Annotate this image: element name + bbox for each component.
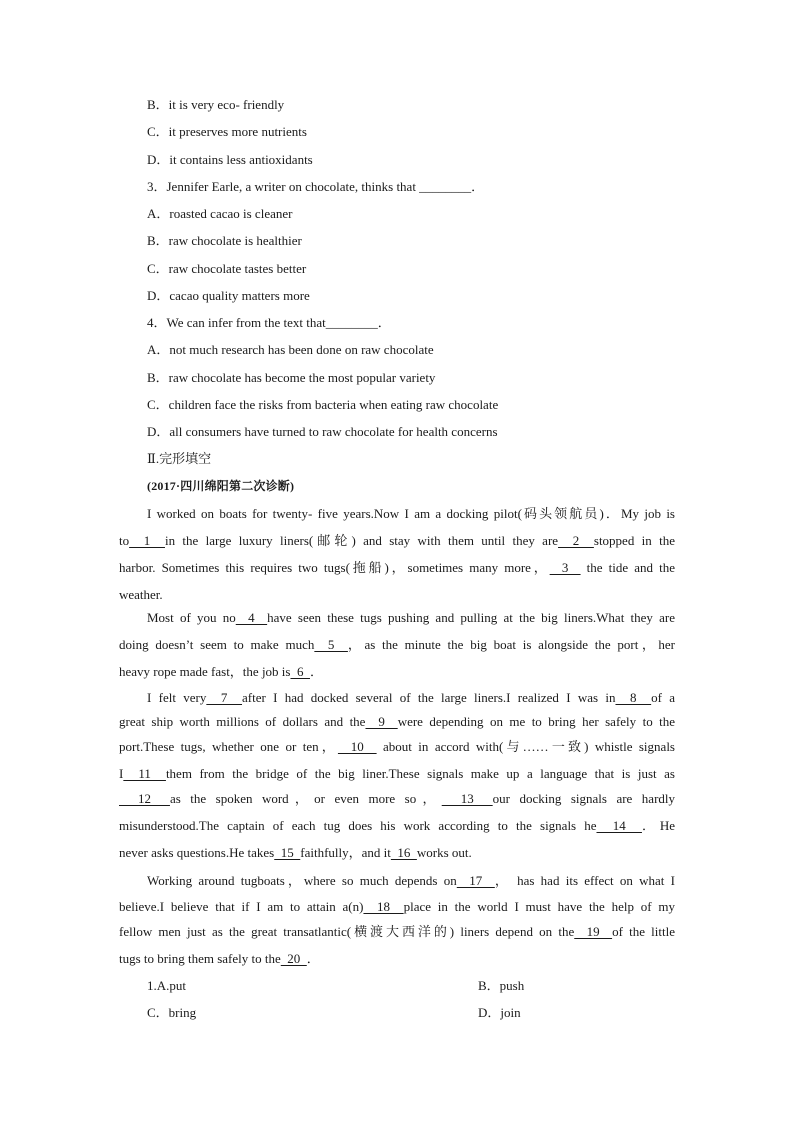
blank-number: 7 xyxy=(206,690,243,705)
passage-line: fellow men just as the great transatlantic(横渡大西洋的) liners depend on the 19 of the little xyxy=(119,924,676,939)
blank-number: 10 xyxy=(337,739,377,754)
option-label: B． xyxy=(147,233,169,248)
q4-option-d xyxy=(147,424,498,440)
blank-number: 13 xyxy=(441,791,493,806)
blank-number: 8 xyxy=(615,690,652,705)
q4-option-a xyxy=(147,342,434,358)
passage-line: doing doesn’t seem to make much 5 ，as the minute the big boat is alongside the port，her xyxy=(119,637,675,652)
q4-option-b xyxy=(147,370,435,386)
passage-line: harbor. Sometimes this requires two tugs(拖船)，sometimes many more， 3 the tide and the xyxy=(119,560,676,575)
option-text: raw chocolate has become the most popular variety xyxy=(168,370,436,385)
option-text: raw chocolate tastes better xyxy=(168,261,307,276)
blank-number: 17 xyxy=(456,873,495,888)
blank-number: 18 xyxy=(363,899,404,914)
option-label: C． xyxy=(147,397,169,412)
option-label: D． xyxy=(478,1005,501,1020)
option-text: all consumers have turned to raw chocolate for health concerns xyxy=(169,424,498,439)
option-text: it contains less antioxidants xyxy=(169,152,313,167)
option-label: D． xyxy=(147,288,170,303)
q3-option-a xyxy=(147,206,292,222)
blank-number: 2 xyxy=(558,533,594,548)
q3-option-d xyxy=(147,288,310,304)
cloze1-option-b xyxy=(478,978,524,994)
passage-line: Working around tugboats，where so much depends on 17 ， has had its effect on what I xyxy=(147,873,676,888)
passage-line: port.These tugs, whether one or ten， 10 about in accord with(与……一致) whistle signals xyxy=(119,739,675,754)
blank-number: 5 xyxy=(314,637,348,652)
option-label: C． xyxy=(147,1005,169,1020)
blank-number: 11 xyxy=(123,766,166,781)
q3-option-c xyxy=(147,261,306,277)
passage-line: Most of you no 4 have seen these tugs pushing and pulling at the big liners.What they are xyxy=(147,610,675,625)
option-label: B． xyxy=(147,97,169,112)
option-text: bring xyxy=(168,1005,197,1020)
blank-number: 19 xyxy=(574,924,613,939)
blank-number: 12 xyxy=(119,791,170,806)
option-label: D． xyxy=(147,152,170,167)
blank-number: 15 xyxy=(274,845,301,860)
option-text: it preserves more nutrients xyxy=(168,124,307,139)
passage-line: to 1 in the large luxury liners(邮轮) and stay with them until they are 2 stopped in the xyxy=(119,533,675,548)
q4-stem: 4．We can infer from the text that________． xyxy=(147,315,391,330)
option-label: B． xyxy=(147,370,169,385)
cloze1-option-a xyxy=(147,978,186,994)
option-text: it is very eco- friendly xyxy=(168,97,285,112)
cloze1-option-d xyxy=(478,1005,521,1021)
option-label: B． xyxy=(478,978,500,993)
blank-number: 9 xyxy=(365,714,398,729)
option-text: roasted cacao is cleaner xyxy=(169,206,293,221)
option-label: C． xyxy=(147,261,169,276)
option-text: cacao quality matters more xyxy=(169,288,310,303)
option-text: put xyxy=(169,978,187,993)
option-label: 1.A. xyxy=(147,978,170,993)
option-text: children face the risks from bacteria when eating raw chocolate xyxy=(168,397,499,412)
q3-option-b xyxy=(147,233,302,249)
q2-option-c xyxy=(147,124,307,140)
passage-line: I worked on boats for twenty- five years.Now I am a docking pilot(码头领航员)．My job is xyxy=(147,506,675,521)
blank-number: 14 xyxy=(596,818,642,833)
option-text: push xyxy=(499,978,525,993)
option-text: not much research has been done on raw chocolate xyxy=(169,342,434,357)
section-source: (2017·四川绵阳第二次诊断) xyxy=(147,479,295,493)
section-title: Ⅱ.完形填空 xyxy=(147,451,212,466)
passage-line: misunderstood.The captain of each tug does his work according to the signals he 14 ．He xyxy=(119,818,675,833)
cloze1-option-c xyxy=(147,1005,196,1021)
option-label: D． xyxy=(147,424,170,439)
option-label: C． xyxy=(147,124,169,139)
passage-line: tugs to bring them safely to the 20 ． xyxy=(119,951,320,966)
q2-option-d xyxy=(147,152,313,168)
q4-option-c xyxy=(147,397,498,413)
passage-line: I 11 them from the bridge of the big liner.These signals make up a language that is just as xyxy=(119,766,675,781)
passage-line: I felt very 7 after I had docked several of the large liners.I realized I was in 8 of a xyxy=(147,690,676,705)
passage-line: 12 as the spoken word，or even more so， 13 our docking signals are hardly xyxy=(119,791,676,806)
blank-number: 20 xyxy=(280,951,307,966)
blank-number: 3 xyxy=(549,560,581,575)
blank-number: 1 xyxy=(129,533,165,548)
blank-number: 16 xyxy=(390,845,417,860)
passage-line: believe.I believe that if I am to attain a(n) 18 place in the world I must have the help of my xyxy=(119,899,675,914)
blank-number: 6 xyxy=(290,664,310,679)
option-label: A． xyxy=(147,342,170,357)
passage-line: never asks questions.He takes 15 faithfully，and it 16 works out. xyxy=(119,845,472,860)
option-text: join xyxy=(500,1005,521,1020)
passage-line: weather. xyxy=(119,587,163,602)
blank-number: 4 xyxy=(235,610,268,625)
option-text: raw chocolate is healthier xyxy=(168,233,302,248)
q2-option-b xyxy=(147,97,284,113)
q3-stem: 3．Jennifer Earle, a writer on chocolate, thinks that ________． xyxy=(147,179,485,194)
option-label: A． xyxy=(147,206,170,221)
passage-line: great ship worth millions of dollars and the 9 were depending on me to bring her safely to the xyxy=(119,714,676,729)
passage-line: heavy rope made fast，the job is 6 ． xyxy=(119,664,323,679)
